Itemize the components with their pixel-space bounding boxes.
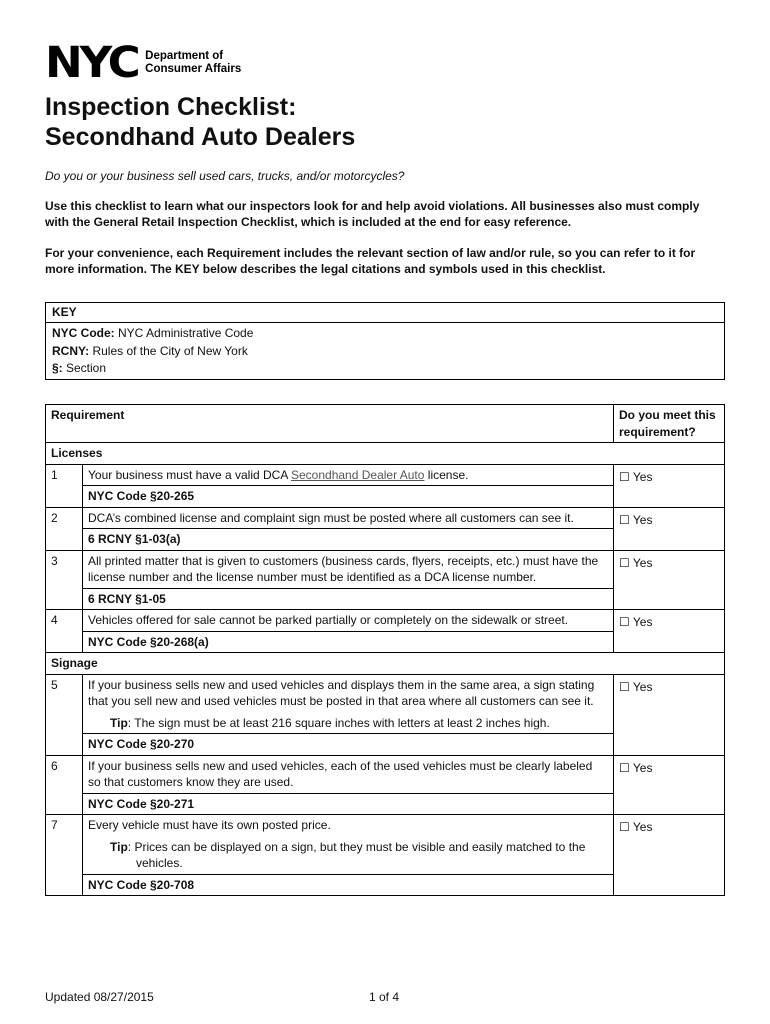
checkbox-icon[interactable]: ☐ bbox=[619, 512, 630, 527]
law-citation: 6 RCNY §1-05 bbox=[83, 588, 614, 610]
yes-checkbox-cell[interactable] bbox=[614, 755, 725, 815]
key-desc: Section bbox=[62, 361, 107, 375]
requirement-text bbox=[83, 815, 614, 875]
requirement-body: Every vehicle must have its own posted price. bbox=[88, 818, 331, 832]
yes-checkbox[interactable] bbox=[619, 758, 652, 777]
key-term: §: bbox=[52, 361, 63, 375]
law-citation: NYC Code §20-268(a) bbox=[83, 631, 614, 653]
yes-label: Yes bbox=[632, 555, 653, 570]
requirement-text-part: Your business must have a valid DCA bbox=[88, 467, 291, 482]
law-citation: 6 RCNY §1-03(a) bbox=[83, 529, 614, 551]
yes-checkbox[interactable] bbox=[619, 817, 652, 836]
table-row bbox=[46, 550, 725, 588]
tip-note bbox=[88, 710, 608, 732]
law-citation: NYC Code §20-708 bbox=[83, 874, 614, 896]
checkbox-icon[interactable]: ☐ bbox=[619, 679, 630, 694]
table-row bbox=[46, 755, 725, 793]
yes-checkbox-cell[interactable] bbox=[614, 815, 725, 896]
key-explanation-paragraph: For your convenience, each Requirement includes the relevant section of law and/or rule, so you can refer to it for more information. The KEY below describes the legal citations and symbols used in this checklist. bbox=[45, 246, 696, 276]
page-number: 1 of 4 bbox=[369, 990, 400, 1004]
yes-checkbox[interactable] bbox=[619, 677, 652, 696]
key-term: NYC Code: bbox=[52, 326, 115, 340]
requirement-text: Vehicles offered for sale cannot be parked partially or completely on the sidewalk or street. bbox=[83, 610, 614, 632]
yes-checkbox-cell[interactable] bbox=[614, 674, 725, 755]
key-item bbox=[52, 325, 718, 343]
law-citation: NYC Code §20-270 bbox=[83, 734, 614, 756]
tip-text: : Prices can be displayed on a sign, but they must be visible and easily matched to the vehicles. bbox=[127, 839, 586, 870]
key-heading: KEY bbox=[46, 303, 724, 323]
requirements-table bbox=[45, 404, 725, 896]
section-row-licenses bbox=[46, 443, 725, 465]
requirement-text-part: license. bbox=[424, 467, 469, 482]
law-citation: NYC Code §20-265 bbox=[83, 486, 614, 508]
intro-question: Do you or your business sell used cars, trucks, and/or motorcycles? bbox=[45, 169, 405, 183]
key-item bbox=[52, 343, 718, 361]
checkbox-icon[interactable]: ☐ bbox=[619, 469, 630, 484]
requirement-text: If your business sells new and used vehicles, each of the used vehicles must be clearly labeled so that customers know they are used. bbox=[83, 755, 614, 793]
yes-label: Yes bbox=[632, 512, 653, 527]
tip-label: Tip bbox=[110, 715, 128, 730]
checkbox-icon[interactable]: ☐ bbox=[619, 555, 630, 570]
requirement-text: All printed matter that is given to customers (business cards, flyers, receipts, etc.) must have the license number and the license number must be identified as a DCA license number. bbox=[83, 550, 614, 588]
yes-checkbox[interactable] bbox=[619, 510, 652, 529]
yes-label: Yes bbox=[632, 679, 653, 694]
section-row-signage bbox=[46, 653, 725, 675]
requirement-text bbox=[83, 464, 614, 486]
yes-checkbox-cell[interactable] bbox=[614, 507, 725, 550]
key-box bbox=[45, 302, 725, 380]
key-term: RCNY: bbox=[52, 343, 90, 358]
table-header-row bbox=[46, 405, 725, 443]
yes-label: Yes bbox=[632, 615, 653, 629]
meet-requirement-column-header: Do you meet this requirement? bbox=[614, 405, 725, 443]
secondhand-dealer-auto-link[interactable]: Secondhand Dealer Auto bbox=[291, 467, 425, 482]
tip-text: : The sign must be at least 216 square inches with letters at least 2 inches high. bbox=[127, 715, 550, 730]
key-item bbox=[52, 360, 718, 378]
yes-checkbox-cell[interactable] bbox=[614, 550, 725, 610]
requirement-number: 1 bbox=[46, 464, 83, 507]
nyc-logo-mark: NYC bbox=[45, 38, 138, 88]
yes-checkbox-cell[interactable] bbox=[614, 610, 725, 653]
page-title bbox=[45, 92, 355, 152]
yes-label: Yes bbox=[632, 760, 653, 775]
table-row bbox=[46, 610, 725, 632]
requirement-body: If your business sells new and used vehicles and displays them in the same area, a sign stating that you sell new and used vehicles must be posted in that area where all customers can see it. bbox=[88, 677, 595, 708]
requirement-number: 4 bbox=[46, 610, 83, 653]
requirement-text: DCA’s combined license and complaint sign must be posted where all customers can see it. bbox=[83, 507, 614, 529]
requirement-number: 5 bbox=[46, 674, 83, 755]
requirement-number: 6 bbox=[46, 755, 83, 815]
key-desc: NYC Administrative Code bbox=[114, 326, 254, 340]
table-row bbox=[46, 507, 725, 529]
instructions-paragraph: Use this checklist to learn what our inspectors look for and help avoid violations. All businesses also must comply with the General Retail Inspection Checklist, which is included at the end for easy reference. bbox=[45, 199, 700, 229]
requirement-text bbox=[83, 674, 614, 734]
yes-label: Yes bbox=[632, 469, 653, 484]
requirement-number: 3 bbox=[46, 550, 83, 610]
requirement-number: 7 bbox=[46, 815, 83, 896]
table-row bbox=[46, 464, 725, 486]
section-heading-signage: Signage bbox=[46, 653, 725, 675]
checkbox-icon[interactable]: ☐ bbox=[619, 760, 630, 775]
department-line-2: Consumer Affairs bbox=[145, 63, 242, 75]
yes-checkbox[interactable] bbox=[619, 467, 652, 486]
table-row bbox=[46, 674, 725, 734]
title-line-1: Inspection Checklist: bbox=[45, 93, 297, 121]
department-name bbox=[145, 50, 241, 76]
yes-checkbox-cell[interactable] bbox=[614, 464, 725, 507]
yes-label: Yes bbox=[632, 820, 653, 834]
title-line-2: Secondhand Auto Dealers bbox=[45, 123, 356, 151]
key-desc: Rules of the City of New York bbox=[89, 343, 248, 358]
yes-checkbox[interactable] bbox=[619, 553, 652, 572]
section-heading-licenses: Licenses bbox=[46, 443, 725, 465]
yes-checkbox[interactable] bbox=[619, 612, 652, 631]
nyc-dca-logo bbox=[45, 38, 242, 88]
table-row bbox=[46, 815, 725, 875]
tip-label: Tip bbox=[110, 839, 128, 854]
department-line-1: Department of bbox=[145, 50, 224, 62]
checkbox-icon[interactable]: ☐ bbox=[619, 615, 630, 629]
checkbox-icon[interactable]: ☐ bbox=[619, 820, 630, 834]
tip-note bbox=[88, 834, 608, 872]
requirement-number: 2 bbox=[46, 507, 83, 550]
requirement-column-header: Requirement bbox=[46, 405, 614, 443]
updated-date: Updated 08/27/2015 bbox=[45, 990, 154, 1004]
law-citation: NYC Code §20-271 bbox=[83, 793, 614, 815]
